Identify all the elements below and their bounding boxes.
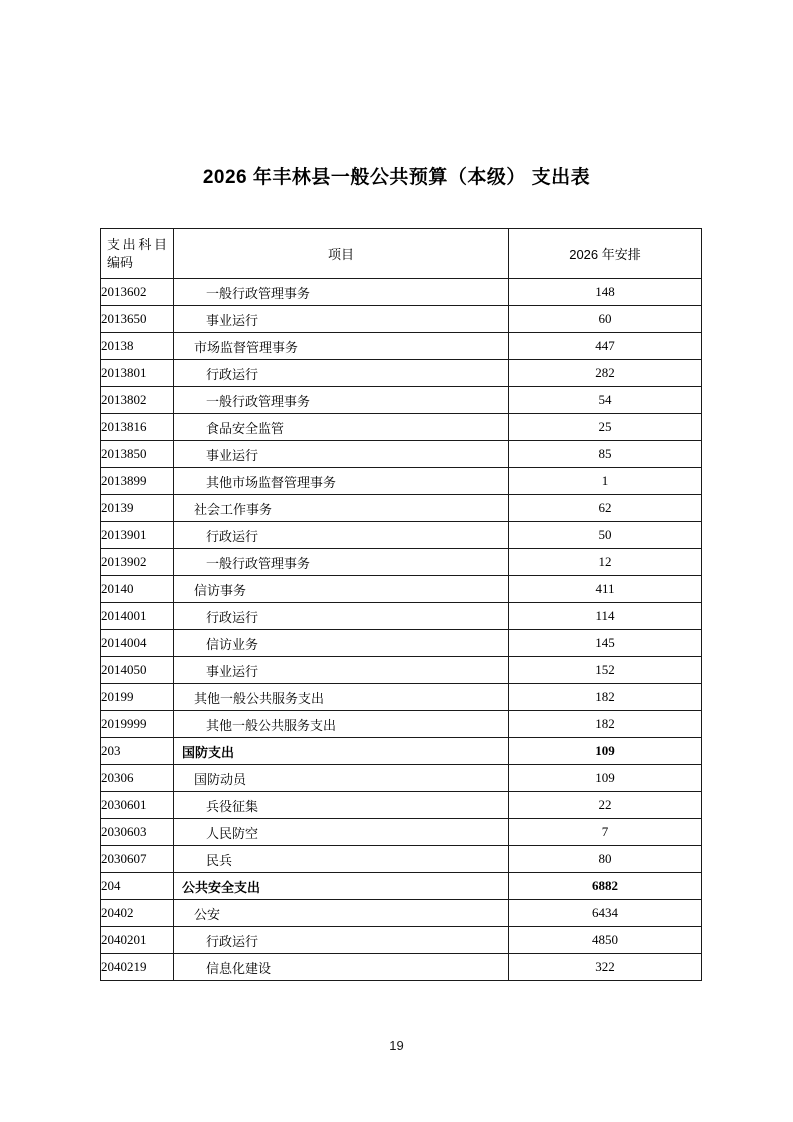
table-row <box>101 468 702 495</box>
row-amount: 1 <box>509 468 702 495</box>
row-item: 行政运行 <box>174 360 509 387</box>
row-amount: 6434 <box>509 900 702 927</box>
table-row <box>101 900 702 927</box>
table-row <box>101 954 702 981</box>
row-code: 2013602 <box>101 279 174 306</box>
row-item: 国防动员 <box>174 765 509 792</box>
row-item: 一般行政管理事务 <box>174 387 509 414</box>
table-body <box>101 279 702 981</box>
table-row <box>101 873 702 900</box>
row-code: 20306 <box>101 765 174 792</box>
row-item: 社会工作事务 <box>174 495 509 522</box>
table-row <box>101 414 702 441</box>
row-amount: 4850 <box>509 927 702 954</box>
row-code: 2014001 <box>101 603 174 630</box>
table-row <box>101 360 702 387</box>
row-code: 2030603 <box>101 819 174 846</box>
budget-table <box>100 228 702 981</box>
row-amount: 80 <box>509 846 702 873</box>
table-row <box>101 522 702 549</box>
row-code: 2030601 <box>101 792 174 819</box>
page-title: 2026 年丰林县一般公共预算（本级） 支出表 <box>202 167 591 188</box>
row-amount: 54 <box>509 387 702 414</box>
row-item: 公共安全支出 <box>174 873 509 900</box>
table-row <box>101 333 702 360</box>
row-amount: 7 <box>509 819 702 846</box>
table-row <box>101 738 702 765</box>
row-amount: 109 <box>509 765 702 792</box>
row-code: 20199 <box>101 684 174 711</box>
table-row <box>101 387 702 414</box>
table-row <box>101 603 702 630</box>
row-item: 信访业务 <box>174 630 509 657</box>
row-code: 20139 <box>101 495 174 522</box>
row-code: 2030607 <box>101 846 174 873</box>
row-code: 2013901 <box>101 522 174 549</box>
row-amount: 182 <box>509 684 702 711</box>
page-number: 19 <box>389 1038 404 1053</box>
table-row <box>101 306 702 333</box>
table-row <box>101 630 702 657</box>
row-item: 人民防空 <box>174 819 509 846</box>
row-item: 行政运行 <box>174 522 509 549</box>
row-amount: 447 <box>509 333 702 360</box>
row-amount: 411 <box>509 576 702 603</box>
row-amount: 25 <box>509 414 702 441</box>
header-item: 项目 <box>174 229 509 279</box>
row-code: 2013899 <box>101 468 174 495</box>
row-amount: 22 <box>509 792 702 819</box>
row-amount: 145 <box>509 630 702 657</box>
row-item: 一般行政管理事务 <box>174 549 509 576</box>
row-item: 民兵 <box>174 846 509 873</box>
table-row <box>101 657 702 684</box>
table-row <box>101 495 702 522</box>
row-item: 行政运行 <box>174 603 509 630</box>
row-amount: 12 <box>509 549 702 576</box>
row-amount: 182 <box>509 711 702 738</box>
table-row <box>101 765 702 792</box>
table-row <box>101 279 702 306</box>
row-item: 一般行政管理事务 <box>174 279 509 306</box>
row-code: 2013801 <box>101 360 174 387</box>
table-header-row <box>101 229 702 279</box>
header-amount: 2026 年安排 <box>509 229 702 279</box>
header-expenditure-code <box>101 229 174 279</box>
header-code-line1: 支出科目 <box>107 236 167 252</box>
row-code: 2013850 <box>101 441 174 468</box>
header-code-line2: 编码 <box>107 254 134 270</box>
row-item: 行政运行 <box>174 927 509 954</box>
row-amount: 152 <box>509 657 702 684</box>
row-amount: 85 <box>509 441 702 468</box>
row-code: 2013650 <box>101 306 174 333</box>
row-code: 203 <box>101 738 174 765</box>
row-code: 204 <box>101 873 174 900</box>
row-amount: 109 <box>509 738 702 765</box>
row-item: 信访事务 <box>174 576 509 603</box>
row-code: 20140 <box>101 576 174 603</box>
row-item: 公安 <box>174 900 509 927</box>
row-item: 其他一般公共服务支出 <box>174 711 509 738</box>
table-header <box>101 229 702 279</box>
row-amount: 6882 <box>509 873 702 900</box>
row-item: 兵役征集 <box>174 792 509 819</box>
row-item: 信息化建设 <box>174 954 509 981</box>
row-code: 2013802 <box>101 387 174 414</box>
row-item: 食品安全监管 <box>174 414 509 441</box>
row-item: 国防支出 <box>174 738 509 765</box>
table-row <box>101 819 702 846</box>
row-amount: 148 <box>509 279 702 306</box>
row-code: 2040201 <box>101 927 174 954</box>
row-item: 其他一般公共服务支出 <box>174 684 509 711</box>
row-amount: 50 <box>509 522 702 549</box>
row-code: 2014004 <box>101 630 174 657</box>
table-row <box>101 711 702 738</box>
table-row <box>101 792 702 819</box>
table-row <box>101 441 702 468</box>
row-amount: 282 <box>509 360 702 387</box>
row-code: 2013816 <box>101 414 174 441</box>
row-code: 2040219 <box>101 954 174 981</box>
row-item: 市场监督管理事务 <box>174 333 509 360</box>
row-amount: 322 <box>509 954 702 981</box>
row-amount: 62 <box>509 495 702 522</box>
row-amount: 114 <box>509 603 702 630</box>
row-code: 2014050 <box>101 657 174 684</box>
row-code: 20138 <box>101 333 174 360</box>
row-item: 事业运行 <box>174 657 509 684</box>
row-amount: 60 <box>509 306 702 333</box>
row-item: 事业运行 <box>174 441 509 468</box>
table-row <box>101 846 702 873</box>
table-row <box>101 927 702 954</box>
table-row <box>101 576 702 603</box>
row-code: 20402 <box>101 900 174 927</box>
table-row <box>101 549 702 576</box>
row-code: 2019999 <box>101 711 174 738</box>
row-code: 2013902 <box>101 549 174 576</box>
row-item: 其他市场监督管理事务 <box>174 468 509 495</box>
table-row <box>101 684 702 711</box>
row-item: 事业运行 <box>174 306 509 333</box>
